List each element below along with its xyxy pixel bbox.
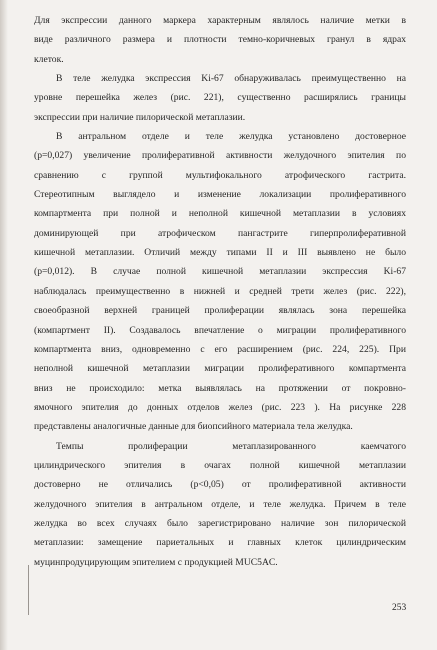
text-line: (p=0,012). В случае полной кишечной метаплазии экспрессия Ki-67 [34,266,406,278]
text-line: цилиндрического эпителия в очагах полной кишечной метаплазии [34,459,406,471]
text-line: уровне перешейка желез (рис. 221), существенно расширялись границы [34,92,406,104]
text-line: метаплазии: замещение париетальных и главных клеток цилиндрическим [34,537,406,549]
text-line: экспрессии при наличие пилорической метаплазии. [34,111,246,123]
text-line: компартмента при полной и неполной кишечной метаплазии в условиях [34,208,406,220]
text-line: доминирующей при атрофическом пангастрите гиперпролиферативной [34,227,406,239]
text-line: сравнению с группой мультифокального атрофического гастрита. [34,169,406,181]
text-line: В антральном отделе и теле желудка установлено достоверное [56,131,406,143]
text-line: представлены аналогичные данные для биопсийного материала тела желудка. [34,421,353,433]
text-line: желудочного эпителия в антральном отделе, и теле желудка. Причем в теле [34,498,406,510]
text-line: достоверно не отличались (p<0,05) от пролиферативной активности [34,479,406,491]
margin-rule [28,565,29,615]
text-line: клеток. [34,53,64,65]
text-line: желудка во всех случаях было зарегистрировано наличие зон пилорической [34,517,406,529]
scan-shadow [0,0,8,650]
text-line: Темпы пролиферации метаплазированного каемчатого [56,440,406,452]
text-line: В теле желудка экспрессия Ki-67 обнаруживалась преимущественно на [56,73,406,85]
text-line: (p=0,027) увеличение пролиферативной активности желудочного эпителия по [34,150,406,162]
text-line: вниз не происходило: метка выявлялась на протяжении от покровно- [34,382,406,394]
text-line: Для экспрессии данного маркера характерным являлось наличие метки в [34,15,406,26]
text-line: неполной кишечной метаплазии миграции пролиферативного компартмента [34,363,406,375]
text-line: наблюдалась преимущественно в нижней и средней трети желез (рис. 222), [34,285,406,297]
text-line: компартмента вниз, одновременно с его расширением (рис. 224, 225). При [34,343,406,355]
text-line: (компартмент II). Создавалось впечатление о миграции пролиферативного [34,324,406,336]
text-line: Стереотипным выглядело и изменение локализации пролиферативного [34,189,406,201]
text-line: своеобразной верхней границей пролиферации являлась зона перешейка [34,305,406,317]
text-line: кишечной метаплазии. Отличий между типами II и III выявлено не было [34,247,406,259]
text-line: муцинпродуцирующим эпителием с продукцией MUC5AC. [34,556,278,568]
text-line: виде различного размера и плотности темно-коричневых гранул в ядрах [34,34,406,46]
text-line: ямочного эпителия до донных отделов желез (рис. 223 ). На рисунке 228 [34,401,406,413]
body-text [34,11,406,572]
page-number: 253 [392,603,407,613]
